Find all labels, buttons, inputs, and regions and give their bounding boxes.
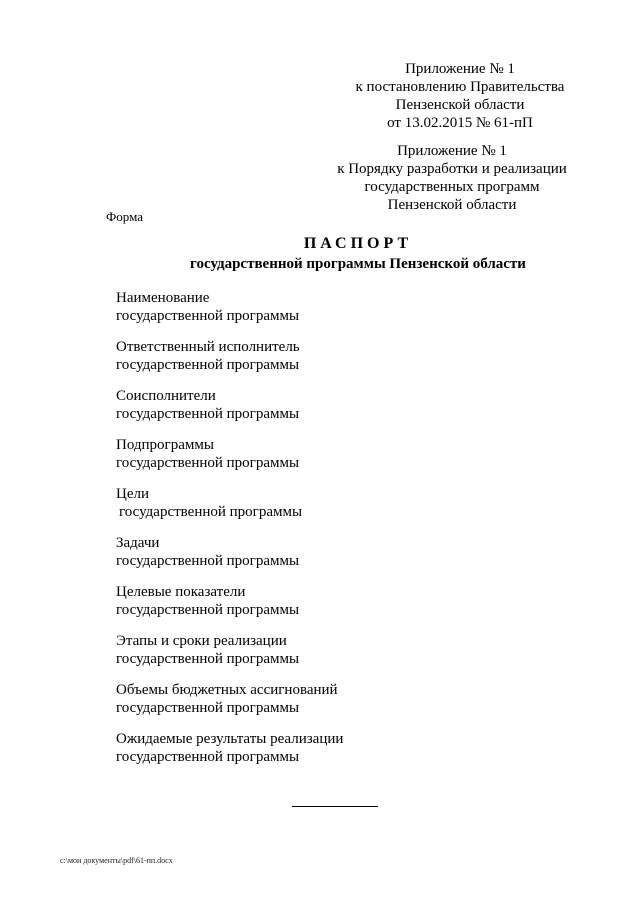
field-co-executors — [116, 387, 596, 436]
field-budget-allocations — [116, 681, 596, 730]
title-subtitle: государственной программы Пензенской области — [190, 256, 526, 272]
field-label: Соисполнители — [116, 388, 216, 404]
field-label: Объемы бюджетных ассигнований — [116, 682, 338, 698]
appendix-2-line-2: к Порядку разработки и реализации — [337, 161, 567, 177]
field-expected-results — [116, 730, 596, 779]
field-label-continued: государственной программы — [116, 357, 300, 373]
appendix-2-line-1: Приложение № 1 — [397, 143, 507, 159]
field-label: Подпрограммы — [116, 437, 214, 453]
field-label: Этапы и сроки реализации — [116, 633, 287, 649]
field-label: Ответственный исполнитель — [116, 339, 300, 355]
title-passport: ПАСПОРТ — [303, 235, 413, 252]
field-label-continued: государственной программы — [116, 406, 300, 422]
field-label-continued: государственной программы — [119, 504, 303, 520]
field-responsible-executor — [116, 338, 596, 387]
end-divider-line — [292, 806, 378, 807]
field-label: Целевые показатели — [116, 584, 246, 600]
field-label: Задачи — [116, 535, 160, 551]
document-title — [0, 234, 640, 274]
field-label-continued: государственной программы — [116, 602, 300, 618]
appendix-1-line-2: к постановлению Правительства — [355, 79, 565, 95]
appendix-1-line-1: Приложение № 1 — [405, 61, 515, 77]
field-goals — [116, 485, 596, 534]
field-tasks — [116, 534, 596, 583]
field-name — [116, 289, 596, 338]
field-label-continued: государственной программы — [116, 651, 300, 667]
field-label: Наименование — [116, 290, 210, 306]
form-label: Форма — [106, 209, 143, 224]
appendix-2-line-3: государственных программ — [364, 179, 540, 195]
appendix-header-procedure — [312, 142, 592, 214]
field-label-continued: государственной программы — [116, 308, 300, 324]
appendix-1-line-3: Пензенской области — [395, 97, 525, 113]
appendix-1-line-4: от 13.02.2015 № 61-пП — [387, 115, 533, 131]
field-subprograms — [116, 436, 596, 485]
appendix-header-government-decree — [320, 60, 600, 132]
field-label-continued: государственной программы — [116, 749, 300, 765]
field-target-indicators — [116, 583, 596, 632]
field-label-continued: государственной программы — [116, 455, 300, 471]
field-label-continued: государственной программы — [116, 553, 300, 569]
field-stages-and-terms — [116, 632, 596, 681]
footer-file-path: c:\мои документы\pdf\61-пп.docx — [60, 856, 173, 865]
field-label: Ожидаемые результаты реализации — [116, 731, 344, 747]
passport-field-list — [116, 289, 596, 779]
field-label: Цели — [116, 486, 150, 502]
field-label-continued: государственной программы — [116, 700, 300, 716]
appendix-2-line-4: Пензенской области — [387, 197, 517, 213]
